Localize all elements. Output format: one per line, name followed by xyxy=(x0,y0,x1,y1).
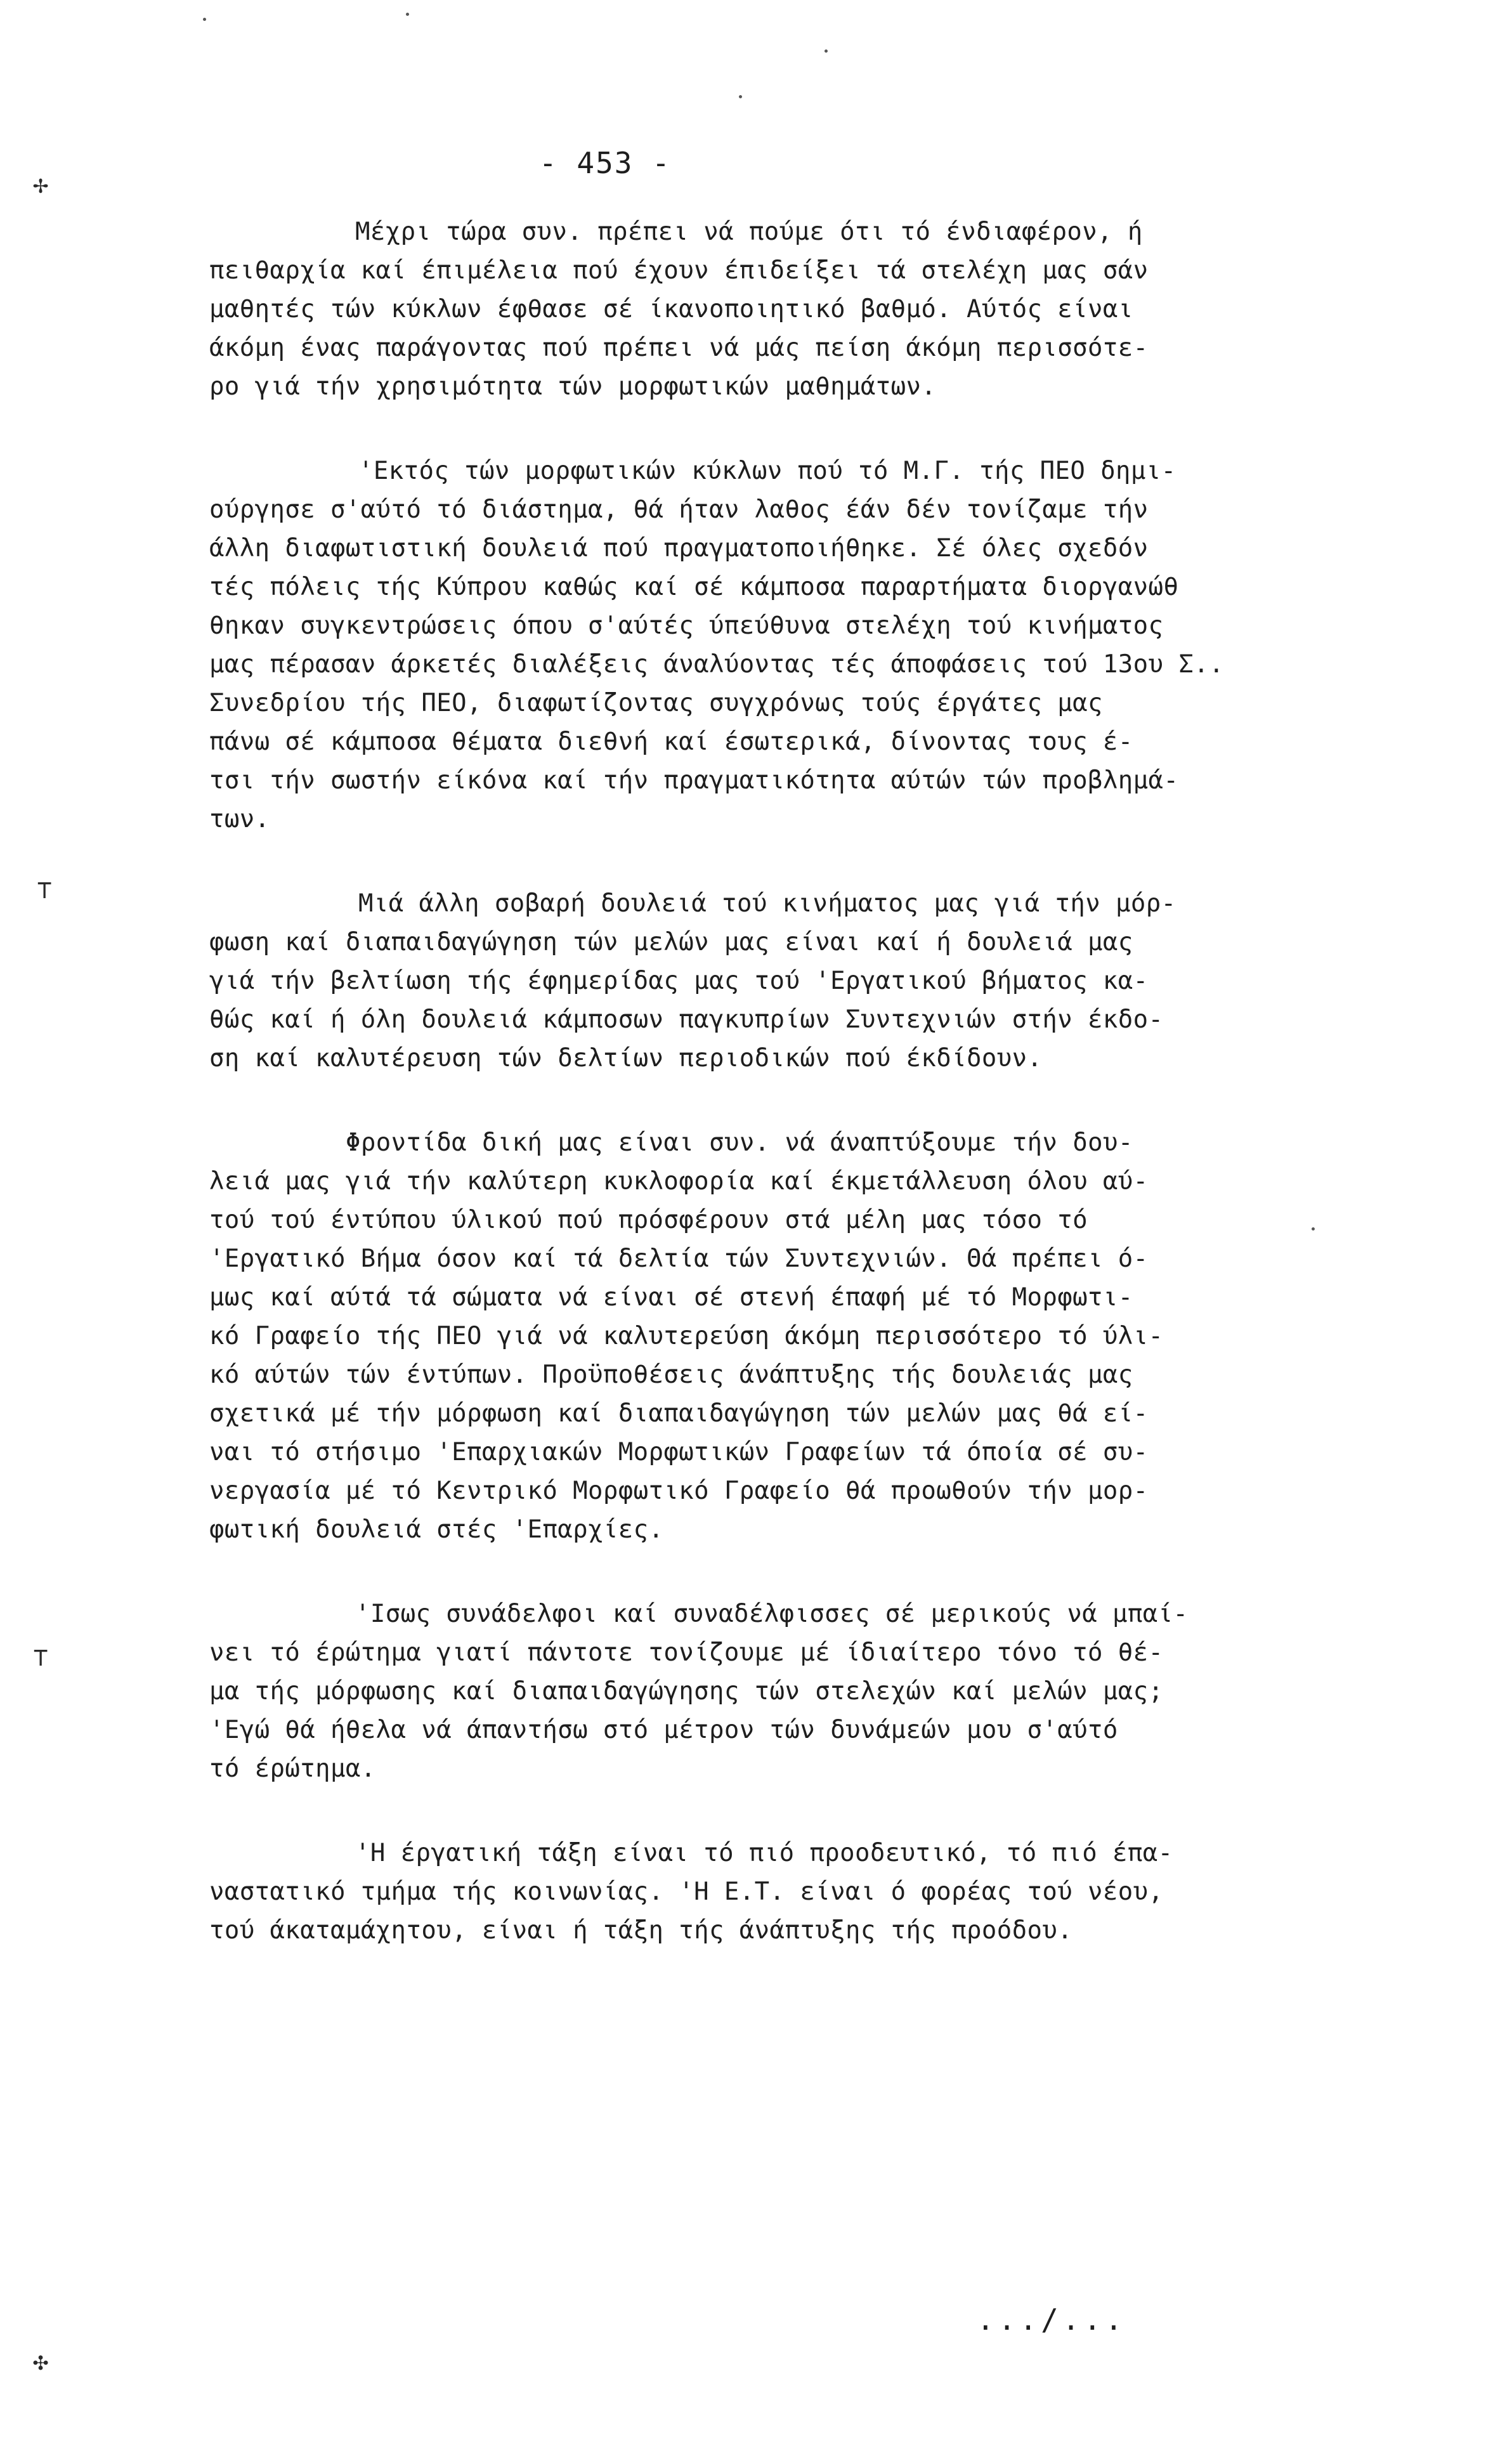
scan-speck xyxy=(739,95,742,98)
text-line: λειά μας γιά τήν καλύτερη κυκλοφορία καί έκμετάλλευση όλου αύ- xyxy=(209,1167,1149,1196)
text-line: τσι τήν σωστήν είκόνα καί τήν πραγματικότητα αύτών τών προβλημά- xyxy=(209,766,1179,795)
continuation-mark: .../... xyxy=(977,2302,1126,2337)
text-line: ούργησε σ'αύτό τό διάστημα, θά ήταν λαθος έάν δέν τονίζαμε τήν xyxy=(209,495,1149,524)
text-line: θώς καί ή όλη δουλειά κάμποσων παγκυπρίων Συντεχνιών στήν έκδο- xyxy=(209,1005,1164,1034)
paragraph-2 xyxy=(209,452,1300,839)
text-line: νεργασία μέ τό Κεντρικό Μορφωτικό Γραφείο θά προωθούν τήν μορ- xyxy=(209,1477,1149,1505)
margin-mark-icon: ⊤ xyxy=(37,875,53,904)
margin-mark-icon: ✣ xyxy=(33,2347,49,2376)
text-line: τού άκαταμάχητου, είναι ή τάξη τής άνάπτυξης τής προόδου. xyxy=(209,1916,1073,1945)
text-line: τές πόλεις τής Κύπρου καθώς καί σέ κάμποσα παραρτήματα διοργανώθ xyxy=(209,573,1179,601)
margin-mark-icon: ✢ xyxy=(33,170,49,199)
text-line: 'Εγώ θά ήθελα νά άπαντήσω στό μέτρον τών δυνάμεών μου σ'αύτό xyxy=(209,1716,1118,1744)
text-line: κό Γραφείο τής ΠΕΟ γιά νά καλυτερεύση άκόμη περισσότερο τό ύλι- xyxy=(209,1322,1164,1350)
paragraph-5 xyxy=(209,1595,1300,1788)
margin-mark-icon: ⊤ xyxy=(33,1643,49,1672)
text-line: σχετικά μέ τήν μόρφωση καί διαπαιδαγώγηση τών μελών μας θά εί- xyxy=(209,1399,1149,1428)
text-line: των. xyxy=(209,805,270,833)
text-line: μας πέρασαν άρκετές διαλέξεις άναλύοντας τές άποφάσεις τού 13ου Σ.. xyxy=(209,650,1224,679)
text-line: 'Εκτός τών μορφωτικών κύκλων πού τό Μ.Γ. τής ΠΕΟ δημι- xyxy=(358,457,1176,485)
text-line: μαθητές τών κύκλων έφθασε σέ ίκανοποιητικό βαθμό. Αύτός είναι xyxy=(209,295,1133,323)
text-line: φωτική δουλειά στές 'Επαρχίες. xyxy=(209,1515,664,1544)
text-line: 'Εργατικό Βήμα όσον καί τά δελτία τών Συντεχνιών. Θά πρέπει ό- xyxy=(209,1244,1149,1273)
text-line: ναστατικό τμήμα τής κοινωνίας. 'Η Ε.Τ. είναι ό φορέας τού νέου, xyxy=(209,1877,1164,1906)
text-line: νει τό έρώτημα γιατί πάντοτε τονίζουμε μέ ίδιαίτερο τόνο τό θέ- xyxy=(209,1638,1164,1667)
paragraph-1 xyxy=(209,212,1300,406)
text-line: μως καί αύτά τά σώματα νά είναι σέ στενή έπαφή μέ τό Μορφωτι- xyxy=(209,1283,1133,1312)
scan-speck xyxy=(824,49,828,53)
text-line: θηκαν συγκεντρώσεις όπου σ'αύτές ύπεύθυνα στελέχη τού κινήματος xyxy=(209,611,1164,640)
text-line: γιά τήν βελτίωση τής έφημερίδας μας τού 'Εργατικού βήματος κα- xyxy=(209,967,1149,995)
text-line: μα τής μόρφωσης καί διαπαιδαγώγησης τών στελεχών καί μελών μας; xyxy=(209,1677,1164,1706)
text-line: ναι τό στήσιμο 'Επαρχιακών Μορφωτικών Γραφείων τά όποία σέ συ- xyxy=(209,1438,1149,1466)
paragraph-6 xyxy=(209,1834,1300,1950)
text-line: πειθαρχία καί έπιμέλεια πού έχουν έπιδείξει τά στελέχη μας σάν xyxy=(209,256,1149,285)
text-line: ση καί καλυτέρευση τών δελτίων περιοδικών πού έκδίδουν. xyxy=(209,1044,1043,1073)
paragraph-4 xyxy=(209,1123,1300,1549)
body-text xyxy=(209,212,1300,1950)
text-line: τό έρώτημα. xyxy=(209,1754,376,1783)
scan-speck xyxy=(406,13,409,16)
text-line: Φροντίδα δική μας είναι συν. νά άναπτύξουμε τήν δου- xyxy=(346,1128,1133,1157)
text-line: άκόμη ένας παράγοντας πού πρέπει νά μάς πείση άκόμη περισσότε- xyxy=(209,334,1149,362)
text-line: Μέχρι τώρα συν. πρέπει νά πούμε ότι τό ένδιαφέρον, ή xyxy=(355,218,1143,246)
text-line: φωση καί διαπαιδαγώγηση τών μελών μας είναι καί ή δουλειά μας xyxy=(209,928,1133,957)
text-line: Συνεδρίου τής ΠΕΟ, διαφωτίζοντας συγχρόνως τούς έργάτες μας xyxy=(209,689,1103,717)
text-line: 'Η έργατική τάξη είναι τό πιό προοδευτικό, τό πιό έπα- xyxy=(355,1839,1173,1867)
text-line: 'Ισως συνάδελφοι καί συναδέλφισσες σέ μερικούς νά μπαί- xyxy=(355,1600,1189,1628)
text-line: τού τού έντύπου ύλικού πού πρόσφέρουν στά μέλη μας τόσο τό xyxy=(209,1206,1088,1234)
text-line: κό αύτών τών έντύπων. Προϋποθέσεις άνάπτυξης τής δουλειάς μας xyxy=(209,1361,1133,1389)
page-number: - 453 - xyxy=(539,146,671,180)
text-line: Μιά άλλη σοβαρή δουλειά τού κινήματος μας γιά τήν μόρ- xyxy=(358,889,1176,918)
text-line: άλλη διαφωτιστική δουλειά πού πραγματοποιήθηκε. Σέ όλες σχεδόν xyxy=(209,534,1149,563)
scan-speck xyxy=(203,18,206,21)
text-line: πάνω σέ κάμποσα θέματα διεθνή καί έσωτερικά, δίνοντας τους έ- xyxy=(209,728,1133,756)
paragraph-3 xyxy=(209,884,1300,1078)
text-line: ρο γιά τήν χρησιμότητα τών μορφωτικών μαθημάτων. xyxy=(209,372,937,401)
scan-speck xyxy=(1312,1227,1315,1231)
